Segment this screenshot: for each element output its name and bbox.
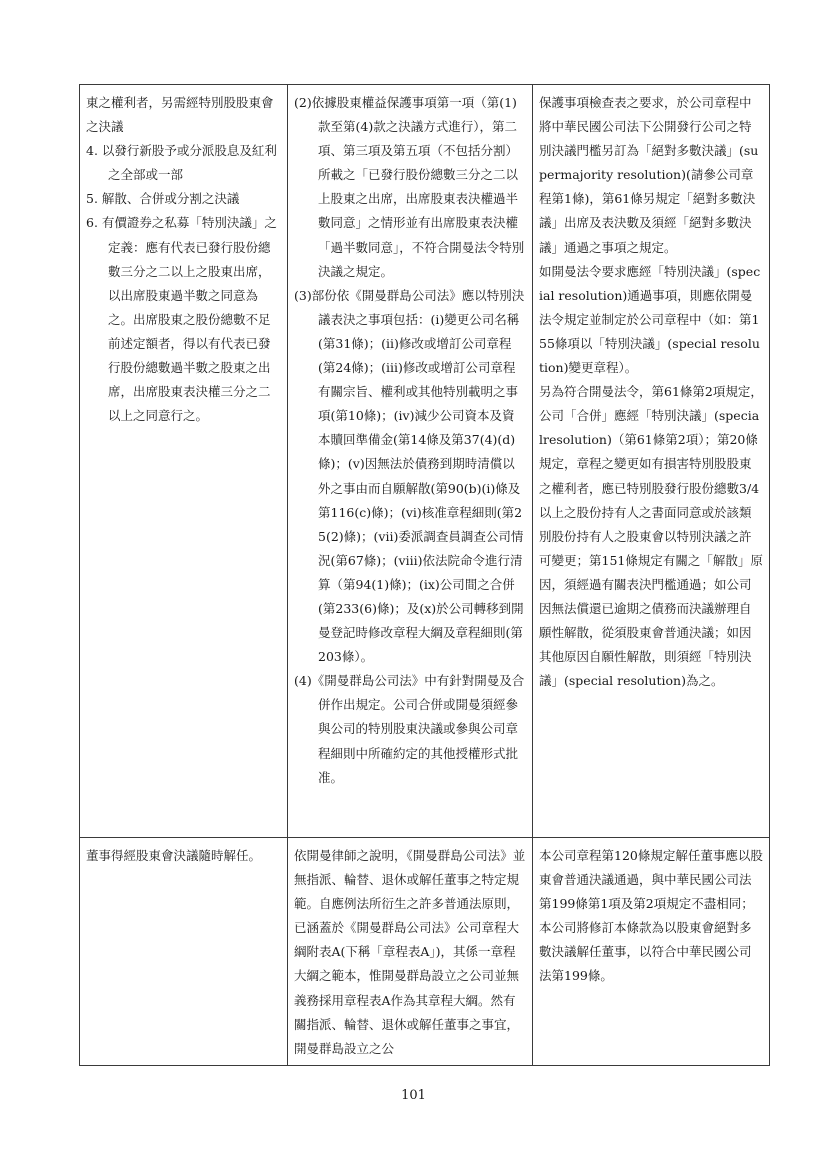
page-number: 101 [401,1088,426,1103]
paragraph: 另為符合開曼法令，第61條第2項規定，公司「合併」應經「特別決議」(specialresolution)（第61條第2項）；第20條規定，章程之變更如有損害特別股股東之權利者，應已特別股發行股份總數3/4以上之股份持有人之書面同意或於該類別股份持有人之股東會以特別決議之許可變更；第151條規定有關之「解散」原因，須經過有關表決門檻通過；如公司因無法償還已逾期之債務而決議辦理自願性解散，從須股東會普通決議；如因其他原因自願性解散，則須經「特別決議」(special resolution)為之。 [539,384,763,689]
cell-cayman-law [288,838,533,1066]
cell-cayman-law [288,85,533,838]
list-item: (3)部份依《開曼群島公司法》應以特別決議表決之事項包括：(i)變更公司名稱(第31條)；(ii)修改或增訂公司章程(第24條)；(iii)修改或增訂公司章程有關宗旨、權利或其他特別載明之事項(第10條)；(iv)減少公司資本及資本贖回準備金(第14條及第37(4)(d)條)；(v)因無法於債務到期時清償以外之事由而自願解散(第90(b)(i)條及第116(c)條)；(vi)核准章程細則(第25(2)條)；(vii)委派調查員調查公司情況(第67條)；(viii)依法院命令進行清算（第94(1)條)；(ix)公司間之合併(第233(6)條)；及(x)於公司轉移到開曼登記時修改章程大綱及章程細則(第203條）。 [294,287,525,665]
paragraph: 東之權利者，另需經特別股股東會之決議 [86,95,274,135]
cell-taiwan-rule [80,85,288,838]
paragraph: 董事得經股東會決議隨時解任。 [86,848,262,863]
paragraph: 依開曼律師之說明，《開曼群島公司法》並無指派、輪替、退休或解任董事之特定規範。自應例法所衍生之許多普通法原則，已涵蓋於《開曼群島公司法》公司章程大綱附表A(下稱「章程表A」)，其係一章程大綱之範本，惟開曼群島設立之公司並無義務採用章程表A作為其章程大綱。然有關指派、輪替、退休或解任董事之事宜，開曼群島設立之公 [294,848,526,1056]
cell-company-articles [533,85,770,838]
cell-company-articles [533,838,770,1066]
paragraph: 如開曼法令要求應經「特別決議」(special resolution)通過事項，則應依開曼法令規定並制定於公司章程中（如：第155條項以「特別決議」(special resolution)變更章程）。 [539,263,761,376]
list-item: 6. 有價證券之私募「特別決議」之定義：應有代表已發行股份總數三分之二以上之股東出席，以出席股東過半數之同意為之。出席股東之股份總數不足前述定額者，得以有代表已發行股份總數過半數之股東之出席，出席股東表決權三分之二以上之同意行之。 [86,215,277,424]
list-item: 5. 解散、合併或分割之決議 [86,191,240,207]
cell-taiwan-rule [80,838,288,1066]
table-row [80,85,770,838]
list-item: (2)依據股東權益保護事項第一項（第(1)款至第(4)款之決議方式進行），第二項、第三項及第五項（不包括分割）所載之「已發行股份總數三分之二以上股東之出席，出席股東表決權過半數同意」之情形並有出席股東表決權「過半數同意」，不符合開曼法令特別決議之規定。 [294,95,525,279]
list-item: (4)《開曼群島公司法》中有針對開曼及合併作出規定。公司合併或開曼須經參與公司的特別股東決議或參與公司章程細則中所確約定的其他授權形式批准。 [294,673,525,785]
comparison-table [79,84,770,1066]
paragraph: 本公司章程第120條規定解任董事應以股東會普通決議通過，與中華民國公司法第199條第1項及第2項規定不盡相同；本公司將修訂本條款為以股東會絕對多數決議解任董事，以符合中華民國公司法第199條。 [539,848,763,984]
paragraph: 保護事項檢查表之要求，於公司章程中將中華民國公司法下公開發行公司之特別決議門檻另訂為「絕對多數決議」(supermajority resolution)(請參公司章程第1條)，第61條另規定「絕對多數決議」出席及表決數及須經「絕對多數決議」通過之事項之規定。 [539,95,759,255]
table-row [80,838,770,1066]
list-item: 4. 以發行新股予或分派股息及紅利之全部或一部 [86,143,277,183]
